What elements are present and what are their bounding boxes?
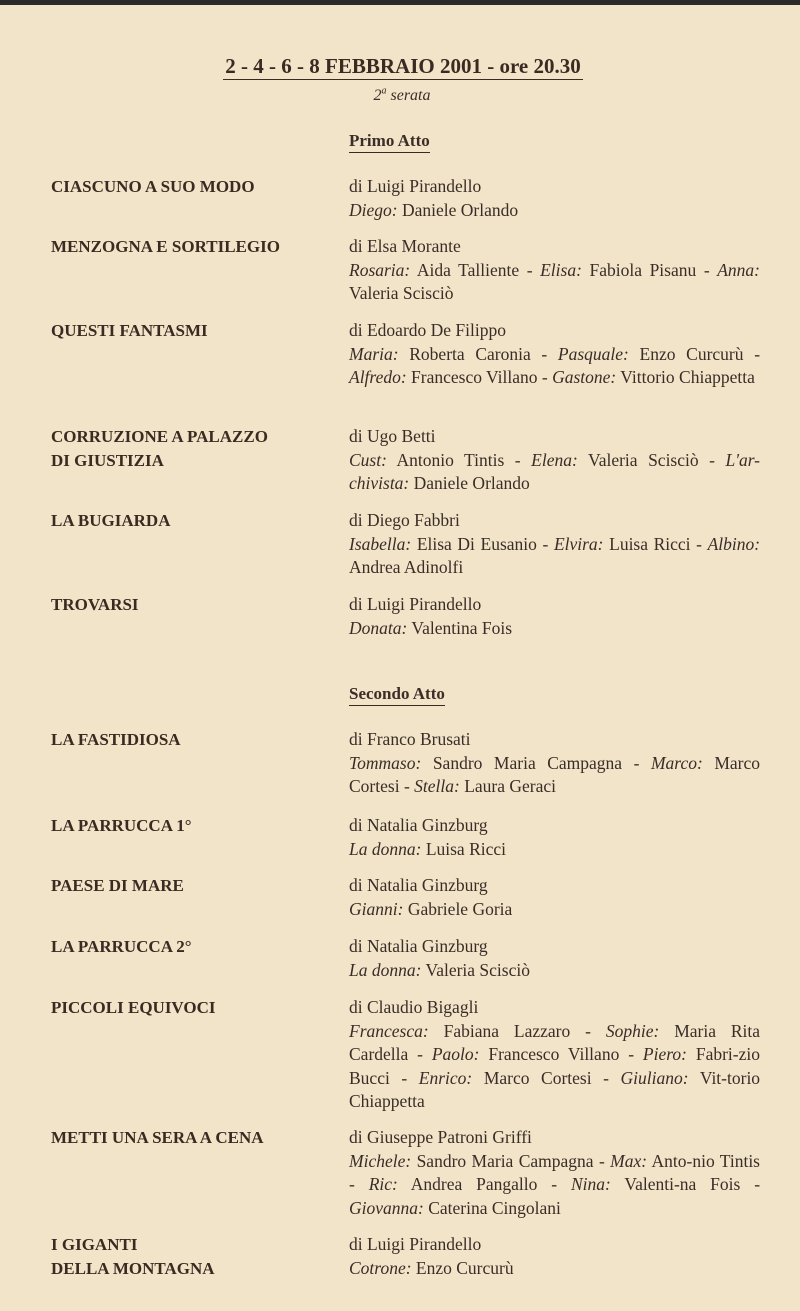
- cast-role: Gastone:: [552, 367, 617, 387]
- serata-number: 2: [373, 87, 382, 105]
- cast-role: Isabella:: [349, 533, 412, 554]
- play-info: [349, 814, 760, 861]
- play-info: [349, 509, 760, 580]
- play-title: LA PARRUCCA 1°: [51, 816, 192, 835]
- play-author: di Luigi Pirandello: [349, 176, 482, 196]
- cast-actor: Sandro Maria Campagna: [416, 1150, 594, 1171]
- cast-actor: Fabri-zio Bucci: [349, 1044, 760, 1088]
- play-info: [349, 235, 760, 306]
- play-title: MENZOGNA E SORTILEGIO: [51, 237, 280, 256]
- cast-actor: Elisa Di Eusanio: [416, 533, 537, 554]
- play-cast: [349, 199, 760, 223]
- play-title-line: DI GIUSTIZIA: [51, 451, 164, 470]
- play-title: [51, 425, 336, 473]
- evening-label: [0, 86, 800, 105]
- play-author: di Franco Brusati: [349, 729, 471, 749]
- serata-superscript: a: [381, 86, 387, 97]
- cast-role: Marco:: [650, 752, 703, 773]
- cast-actor: Enzo Curcurù: [639, 343, 744, 364]
- cast-role: Sophie:: [605, 1020, 660, 1041]
- cast-actor: Daniele Orlando: [401, 199, 519, 220]
- cast-role: Rosaria:: [349, 259, 411, 280]
- play-cast: [349, 898, 760, 922]
- play-cast: [349, 617, 760, 641]
- cast-role: La donna:: [349, 838, 422, 859]
- play-author: di Elsa Morante: [349, 236, 461, 256]
- cast-actor: Sandro Maria Campagna: [432, 752, 623, 773]
- play-title: PAESE DI MARE: [51, 876, 184, 895]
- cast-actor: Luisa Ricci: [609, 533, 691, 554]
- play-author: di Natalia Ginzburg: [349, 936, 488, 956]
- play-cast: Francesca: Fabiana Lazzaro - Sophie: Maria Rita Cardella - Paolo: Francesco Villano - Piero: Fabri-zio Bucci - Enrico: Marco Cortesi - Giuliano: Vit-torio Chiappetta: [349, 1020, 761, 1111]
- play-cast: [349, 959, 760, 983]
- cast-role: Diego:: [349, 199, 398, 220]
- cast-role: Elena:: [531, 449, 578, 470]
- play-author: di Giuseppe Patroni Griffi: [349, 1127, 532, 1147]
- play-author: di Natalia Ginzburg: [349, 875, 488, 895]
- cast-role: Piero:: [642, 1044, 687, 1064]
- play-title-line: I GIGANTI: [51, 1235, 138, 1254]
- cast-role: Max:: [610, 1150, 648, 1171]
- play-title: CIASCUNO A SUO MODO: [51, 177, 255, 196]
- cast-actor: Roberta Caronia: [409, 343, 531, 364]
- cast-role: Donata:: [349, 617, 408, 638]
- cast-actor: Francesco Villano: [411, 367, 538, 387]
- play-info: [349, 996, 760, 1114]
- cast-actor: Vit-torio Chiappetta: [349, 1067, 761, 1111]
- cast-role: Enrico:: [418, 1067, 473, 1088]
- cast-role: Cotrone:: [349, 1257, 412, 1278]
- play-info: [349, 425, 760, 496]
- play-info: [349, 175, 760, 222]
- play-cast: Isabella: Elisa Di Eusanio - Elvira: Luisa Ricci - Albino: Andrea Adinolfi: [349, 533, 761, 577]
- serata-word: serata: [390, 87, 431, 105]
- play-cast: [349, 1257, 760, 1281]
- play-info: [349, 1126, 760, 1220]
- cast-actor: Valentina Fois: [411, 617, 513, 638]
- play-author: di Luigi Pirandello: [349, 594, 482, 614]
- play-info: [349, 874, 760, 921]
- cast-actor: Antonio Tintis: [396, 449, 505, 470]
- cast-actor: Marco Cortesi: [349, 752, 761, 796]
- cast-role: Albino:: [707, 533, 761, 554]
- cast-actor: Andrea Adinolfi: [349, 557, 464, 577]
- play-title: LA BUGIARDA: [51, 511, 171, 530]
- play-author: di Luigi Pirandello: [349, 1234, 482, 1254]
- play-title: [51, 1233, 336, 1281]
- cast-actor: Marco Cortesi: [483, 1067, 592, 1088]
- play-info: [349, 319, 760, 390]
- cast-role: Giuliano:: [620, 1067, 689, 1088]
- play-title: QUESTI FANTASMI: [51, 321, 208, 340]
- play-title: PICCOLI EQUIVOCI: [51, 998, 216, 1017]
- cast-role: Ric:: [368, 1174, 398, 1194]
- play-author: di Claudio Bigagli: [349, 997, 479, 1017]
- play-title: TROVARSI: [51, 595, 139, 614]
- cast-actor: Valeria Scisciò: [349, 283, 454, 303]
- play-cast: Michele: Sandro Maria Campagna - Max: Anto-nio Tintis - Ric: Andrea Pangallo - Nina: Valenti-na Fois - Giovanna: Caterina Cingolani: [349, 1150, 761, 1218]
- cast-actor: Vittorio Chiappetta: [620, 367, 755, 387]
- play-info: [349, 935, 760, 982]
- performance-dates: 2 - 4 - 6 - 8 FEBBRAIO 2001 - ore 20.30: [225, 54, 581, 78]
- cast-actor: Maria Rita Cardella: [349, 1020, 761, 1064]
- cast-actor: Gabriele Goria: [407, 898, 513, 919]
- play-cast: Maria: Roberta Caronia - Pasquale: Enzo Curcurù - Alfredo: Francesco Villano - Gastone: Vittorio Chiappetta: [349, 343, 761, 387]
- play-cast: Cust: Antonio Tintis - Elena: Valeria Scisciò - L'ar-chivista: Daniele Orlando: [349, 449, 760, 493]
- play-cast: Tommaso: Sandro Maria Campagna - Marco: Marco Cortesi - Stella: Laura Geraci: [349, 752, 761, 796]
- play-title: METTI UNA SERA A CENA: [51, 1128, 264, 1147]
- cast-role: Anna:: [717, 259, 761, 280]
- cast-actor: Luisa Ricci: [425, 838, 506, 859]
- act-title-primo: Primo Atto: [349, 130, 430, 153]
- play-cast: Rosaria: Aida Talliente - Elisa: Fabiola Pisanu - Anna: Valeria Scisciò: [349, 259, 761, 303]
- cast-actor: Francesco Villano: [488, 1044, 620, 1064]
- play-title: LA FASTIDIOSA: [51, 730, 181, 749]
- cast-actor: Enzo Curcurù: [415, 1257, 514, 1278]
- play-author: di Ugo Betti: [349, 426, 436, 446]
- cast-actor: Valeria Scisciò: [588, 449, 699, 470]
- play-info: [349, 1233, 760, 1280]
- cast-role: Paolo:: [431, 1044, 480, 1064]
- cast-role: Cust:: [349, 449, 387, 470]
- play-author: di Natalia Ginzburg: [349, 815, 488, 835]
- play-author: di Diego Fabbri: [349, 510, 460, 530]
- play-info: [349, 728, 760, 799]
- cast-role: Nina:: [570, 1174, 611, 1194]
- cast-actor: Anto-nio Tintis: [651, 1150, 760, 1171]
- cast-role: L'ar-chivista:: [349, 449, 760, 493]
- cast-actor: Valenti-na Fois: [624, 1174, 741, 1194]
- play-author: di Edoardo De Filippo: [349, 320, 506, 340]
- play-info: [349, 593, 760, 640]
- cast-role: Stella:: [414, 776, 460, 796]
- cast-role: Alfredo:: [349, 367, 407, 387]
- cast-role: Gianni:: [349, 898, 404, 919]
- play-title-line: DELLA MONTAGNA: [51, 1259, 215, 1278]
- cast-role: Pasquale:: [557, 343, 629, 364]
- cast-actor: Andrea Pangallo: [410, 1174, 538, 1194]
- cast-role: Francesca:: [349, 1020, 429, 1041]
- cast-role: Giovanna:: [349, 1197, 424, 1218]
- cast-role: Elvira:: [553, 533, 604, 554]
- act-title-secondo: Secondo Atto: [349, 683, 445, 706]
- cast-actor: Fabiana Lazzaro: [443, 1020, 571, 1041]
- cast-actor: Valeria Scisciò: [425, 959, 530, 980]
- cast-role: La donna:: [349, 959, 422, 980]
- cast-role: Elisa:: [540, 259, 582, 280]
- cast-actor: Fabiola Pisanu: [589, 259, 697, 280]
- cast-role: Tommaso:: [349, 752, 422, 773]
- play-cast: [349, 838, 760, 862]
- play-title-line: CORRUZIONE A PALAZZO: [51, 427, 268, 446]
- play-title: LA PARRUCCA 2°: [51, 937, 192, 956]
- top-edge: [0, 0, 800, 5]
- page-header: [0, 54, 800, 80]
- cast-actor: Laura Geraci: [464, 776, 557, 796]
- cast-actor: Daniele Orlando: [413, 473, 530, 493]
- cast-role: Michele:: [349, 1150, 412, 1171]
- cast-role: Maria:: [349, 343, 399, 364]
- cast-actor: Caterina Cingolani: [428, 1197, 561, 1218]
- cast-actor: Aida Talliente: [416, 259, 520, 280]
